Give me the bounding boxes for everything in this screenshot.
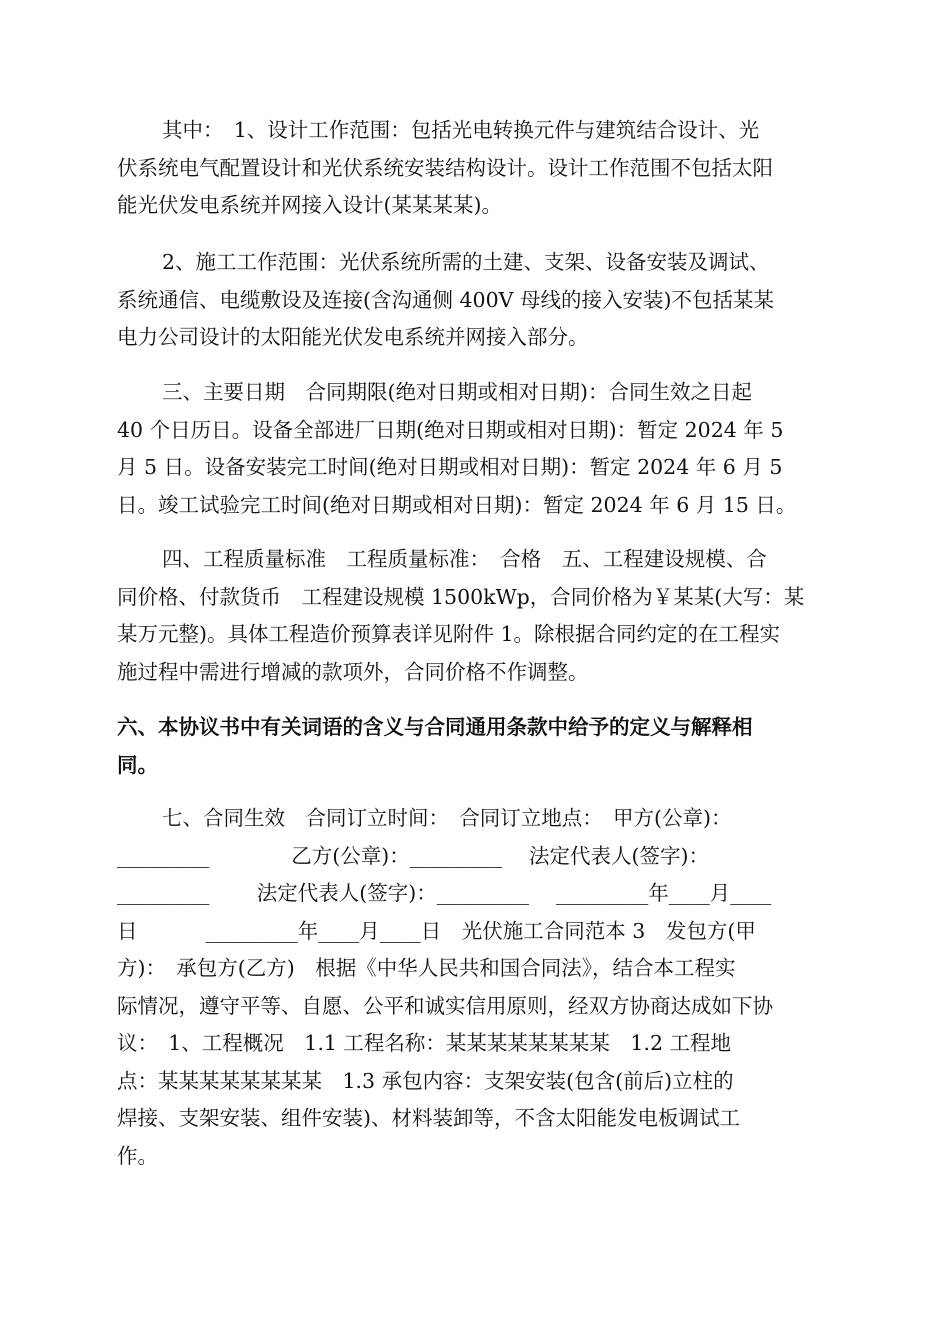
paragraph-construction-scope xyxy=(117,244,837,357)
text-line: 同。 xyxy=(117,752,158,777)
text-line: 七、合同生效 合同订立时间： 合同订立地点： 甲方(公章)： xyxy=(162,806,732,830)
text-line: 四、工程质量标准 工程质量标准： 合格 五、工程建设规模、合 xyxy=(162,547,767,571)
paragraph-effectiveness-signatures xyxy=(117,800,837,1175)
text-line: _________ 法定代表人(签字)：_________ _________年____月____ xyxy=(117,881,772,905)
text-line: 议： 1、工程概况 1.1 工程名称：某某某某某某某某 1.2 工程地 xyxy=(117,1031,732,1055)
text-line: 作。 xyxy=(117,1143,158,1168)
text-line: 日。竣工试验完工时间(绝对日期或相对日期)：暂定 2024 年 6 月 15 日。 xyxy=(117,492,797,517)
text-line: 其中： 1、设计工作范围：包括光电转换元件与建筑结合设计、光 xyxy=(162,118,760,142)
text-line: 某万元整)。具体工程造价预算表详见附件 1。除根据合同约定的在工程实 xyxy=(117,622,781,646)
text-line: 六、本协议书中有关词语的含义与合同通用条款中给予的定义与解释相 xyxy=(117,715,753,739)
text-line: 系统通信、电缆敷设及连接(含沟通侧 400V 母线的接入安装)不包括某某 xyxy=(117,287,774,312)
text-line: 际情况，遵守平等、自愿、公平和诚实信用原则，经双方协商达成如下协 xyxy=(117,993,773,1018)
text-line: 伏系统电气配置设计和光伏系统安装结构设计。设计工作范围不包括太阳 xyxy=(117,155,773,180)
text-line: 施过程中需进行增减的款项外，合同价格不作调整。 xyxy=(117,659,589,684)
text-line: 焊接、支架安装、组件安装)、材料装卸等，不含太阳能发电板调试工 xyxy=(117,1106,740,1130)
paragraph-quality-price xyxy=(117,541,837,691)
text-line: 同价格、付款货币 工程建设规模 1500kWp，合同价格为￥某某(大写：某 xyxy=(117,584,805,609)
text-line: 三、主要日期 合同期限(绝对日期或相对日期)：合同生效之日起 xyxy=(162,380,752,404)
heading-definitions xyxy=(117,709,837,784)
text-line: 日 _________年____月____日 光伏施工合同范本 3 发包方(甲 xyxy=(117,918,756,943)
text-line: 月 5 日。设备安装完工时间(绝对日期或相对日期)：暂定 2024 年 6 月 5 xyxy=(117,455,783,479)
text-line: 点：某某某某某某某某 1.3 承包内容：支架安装(包含(前后)立柱的 xyxy=(117,1068,734,1093)
text-line: 方)： 承包方(乙方) 根据《中华人民共和国合同法》，结合本工程实 xyxy=(117,956,736,980)
paragraph-design-scope xyxy=(117,112,837,225)
paragraph-key-dates xyxy=(117,374,837,524)
text-line: 40 个日历日。设备全部进厂日期(绝对日期或相对日期)：暂定 2024 年 5 xyxy=(117,417,784,442)
text-line: _________ 乙方(公章)：_________ 法定代表人(签字)： xyxy=(117,843,710,868)
text-line: 电力公司设计的太阳能光伏发电系统并网接入部分。 xyxy=(117,325,589,349)
text-line: 2、施工工作范围：光伏系统所需的土建、支架、设备安装及调试、 xyxy=(162,250,770,274)
text-line: 能光伏发电系统并网接入设计(某某某某)。 xyxy=(117,193,502,217)
